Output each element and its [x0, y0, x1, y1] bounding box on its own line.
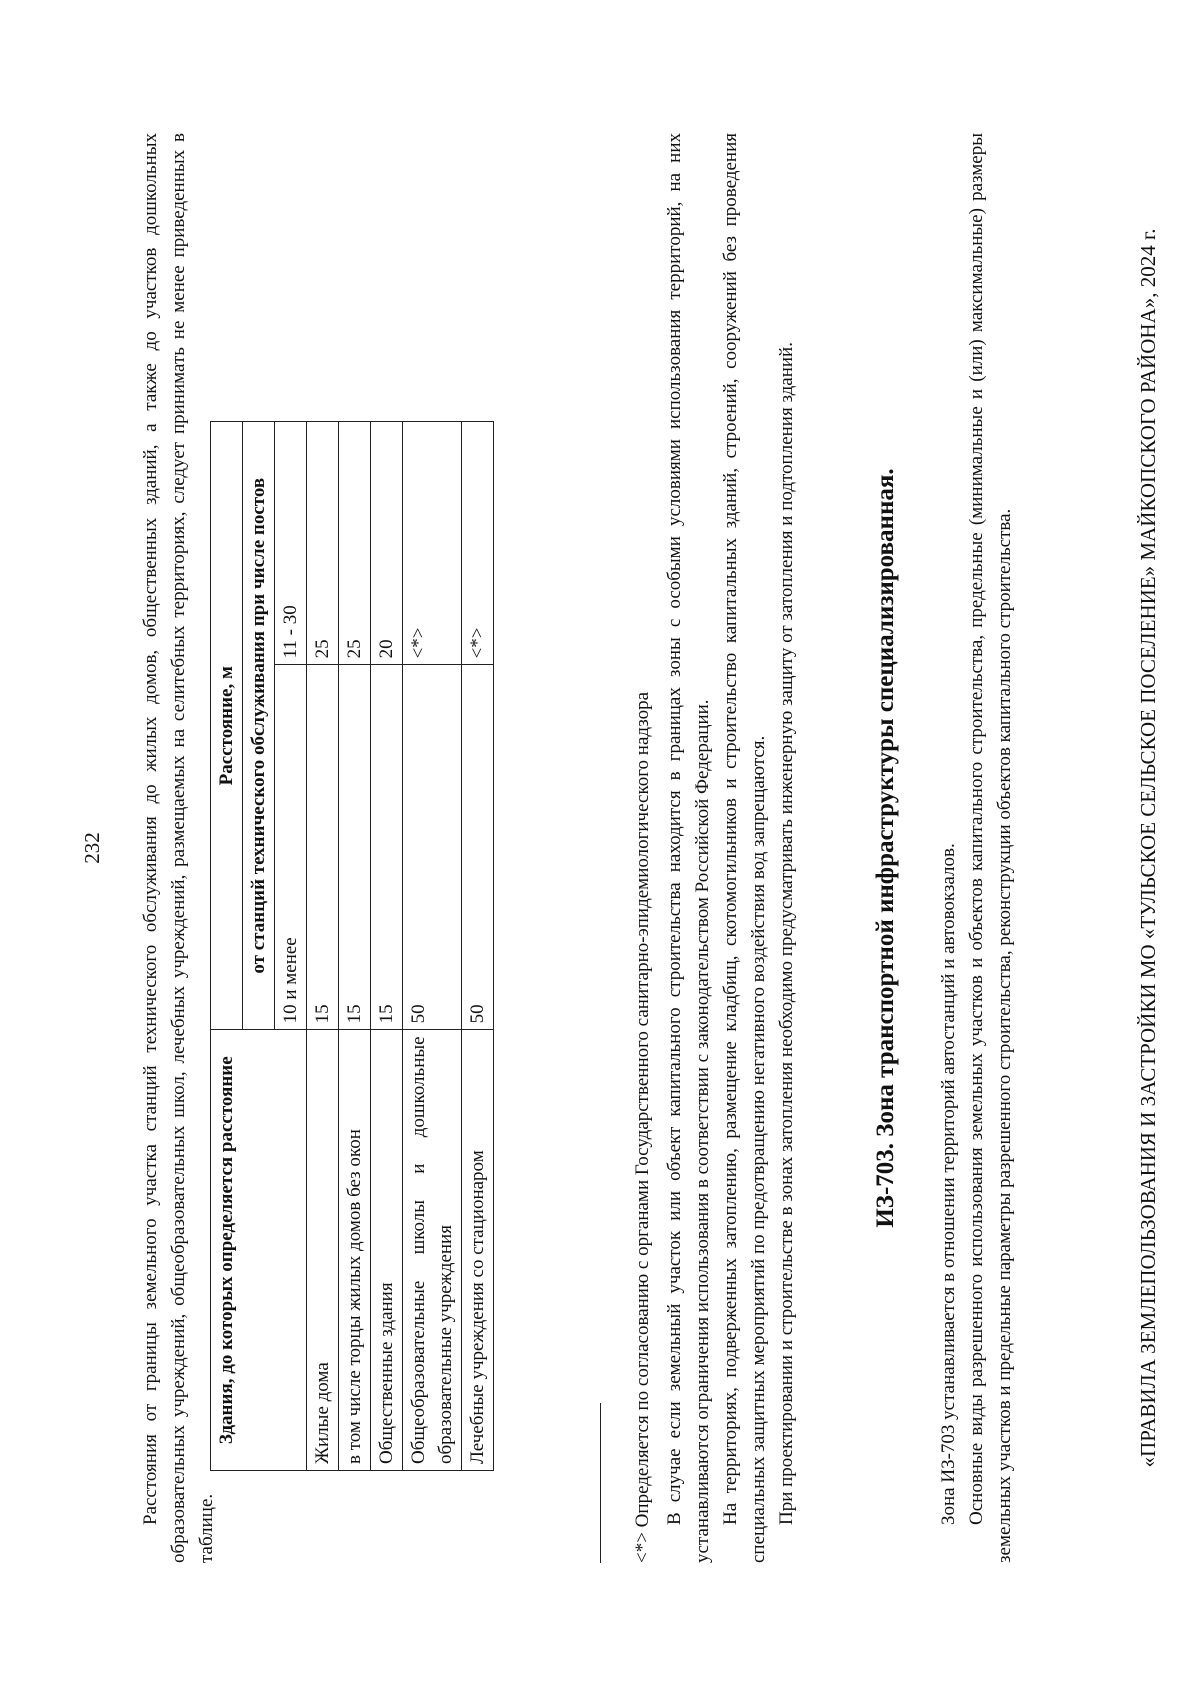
paragraph-flooded-territories: На территориях, подверженных затоплению, размещение кладбищ, скотомогильников и строительство капитальных зданий, строений, сооружений без проведения специальных защитных мероприятий по предотвращению негативного воздействия вод запрещаются.	[720, 133, 769, 1563]
table-cell-value: <*>	[462, 422, 494, 665]
footnote-separator	[600, 1403, 601, 1563]
table-row	[462, 422, 494, 1471]
table-cell-building: Общеобразовательные школы и дошкольные образовательные учреждения	[403, 1030, 462, 1471]
table-row	[403, 422, 462, 1471]
table-cell-value: 20	[371, 422, 403, 665]
table-cell-value: 25	[307, 422, 339, 665]
table-row	[371, 422, 403, 1471]
paragraph-use-types: Основные виды разрешенного использования земельных участков и объектов капитального строительства, предельные (минимальные и (или) максимальные) размеры земельных участков и предельные параметры разрешенного строительства, реконструкции объектов капитального строительства.	[966, 133, 1015, 1563]
table-cell-value: <*>	[403, 422, 462, 665]
table-cell-value: 50	[462, 665, 494, 1030]
table-cell-building: Лечебные учреждения со стационаром	[462, 1030, 494, 1471]
page-number: 232	[80, 832, 104, 864]
table-subheader-posts-2: 11 - 30	[275, 422, 307, 665]
table-cell-building: Жилые дома	[307, 1030, 339, 1471]
paragraph-flood-design: При проектировании и строительстве в зонах затопления необходимо предусматривать инженерную защиту от затопления и подтопления зданий.	[776, 342, 797, 1525]
section-heading: ИЗ-703. Зона транспортной инфраструктуры специализированная.	[872, 468, 899, 1228]
footnote: <*> Определяется по согласованию с органами Государственного санитарно-эпидемиологического надзора	[632, 691, 653, 1563]
table-header-from-stations: от станций технического обслуживания при числе постов	[243, 422, 275, 1030]
paragraph-zone-purpose: Зона ИЗ-703 устанавливается в отношении территорий автостанций и автовокзалов.	[938, 843, 959, 1525]
table-cell-value: 15	[307, 665, 339, 1030]
paragraph-special-conditions: В случае если земельный участок или объект капитального строительства находится в границах зоны с особыми условиями использования территорий, на них устанавливаются ограничения использования в соответствии с законодательством Российской Федерации.	[664, 133, 713, 1563]
table-cell-value: 50	[403, 665, 462, 1030]
document-footer: «ПРАВИЛА ЗЕМЛЕПОЛЬЗОВАНИЯ И ЗАСТРОЙКИ МО «ТУЛЬСКОЕ СЕЛЬСКОЕ ПОСЕЛЕНИЕ» МАЙКОПСКОГО РАЙОНА», 2024 г.	[1136, 228, 1160, 1468]
table-subheader-posts-1: 10 и менее	[275, 665, 307, 1030]
table-cell-building: Общественные здания	[371, 1030, 403, 1471]
table-cell-value: 25	[339, 422, 371, 665]
table-cell-building: в том числе торцы жилых домов без окон	[339, 1030, 371, 1471]
intro-paragraph: Расстояния от границы земельного участка станций технического обслуживания до жилых домов, общественных зданий, а также до участков дошкольных образовательных учреждений, общеобразовательных школ, лечебных учреждений, размещаемых на селитебных территориях, следует принимать не менее приведенных в таблице.	[140, 133, 217, 1563]
table-cell-value: 15	[371, 665, 403, 1030]
table-header-distance: Расстояние, м	[211, 422, 243, 1030]
table-row	[339, 422, 371, 1471]
table-header-buildings: Здания, до которых определяется расстояние	[211, 1030, 307, 1471]
distance-table	[210, 421, 494, 1471]
table-cell-value: 15	[339, 665, 371, 1030]
table-row	[307, 422, 339, 1471]
